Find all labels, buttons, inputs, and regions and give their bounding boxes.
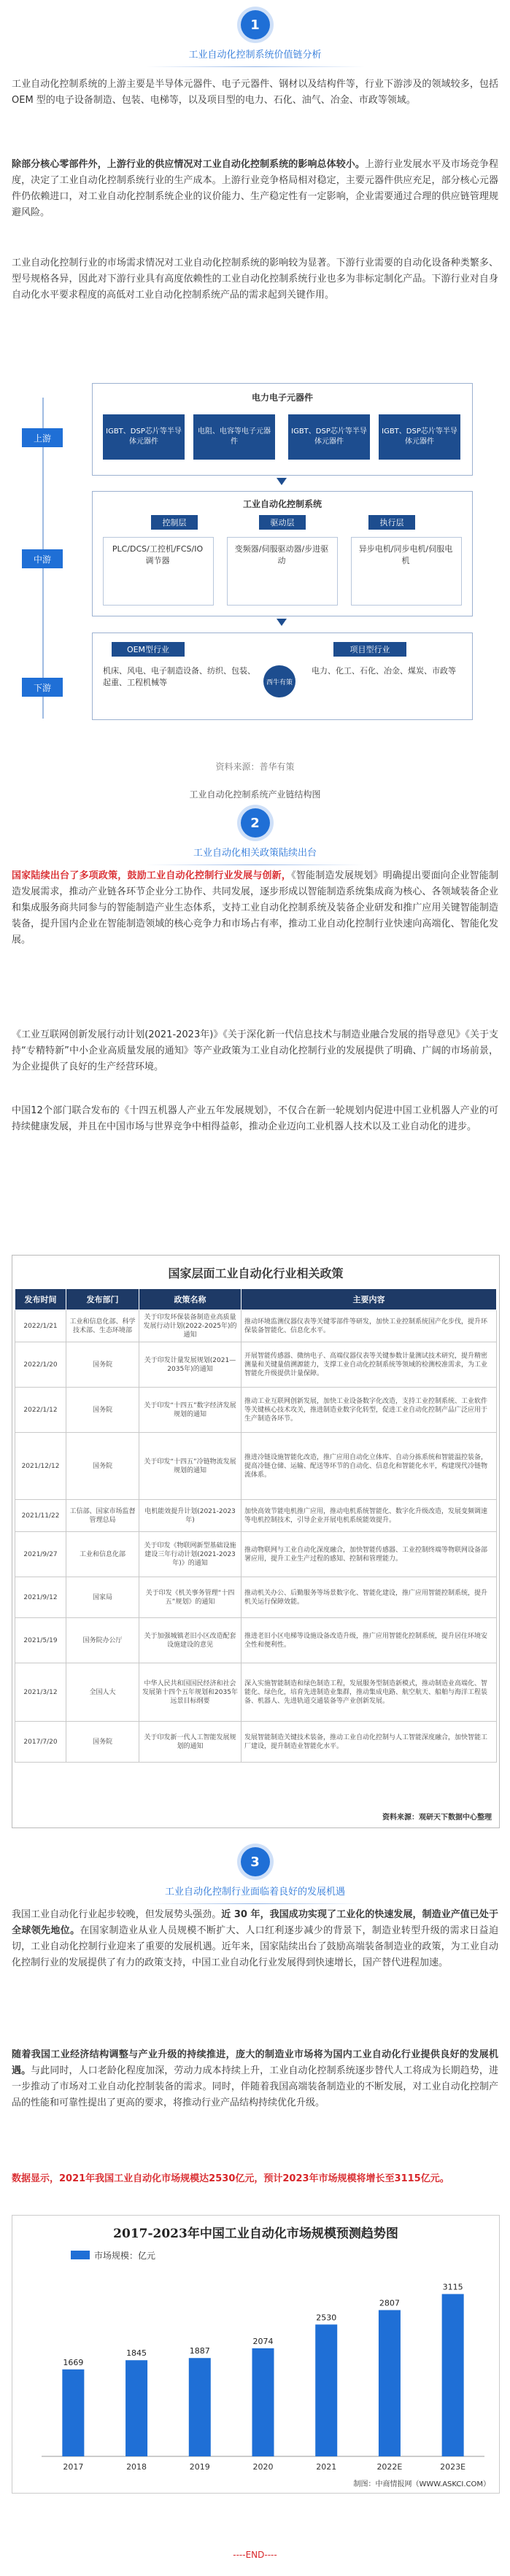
table-title: 国家层面工业自动化行业相关政策 (168, 1266, 344, 1280)
chart-source: 制图：中商情报网（WWW.ASKCI.COM） (353, 2480, 490, 2488)
project-industry-desc: 电力、化工、石化、冶金、煤炭、市政等 (312, 666, 456, 676)
layer-label-upstream: 上游 (22, 428, 63, 447)
x-tick-label: 2017 (63, 2462, 84, 2472)
policy-table-card (12, 1255, 500, 1828)
data-label: 1669 (63, 2357, 84, 2367)
legend-swatch (71, 2251, 90, 2259)
table-cell: 工业和信息化部 (66, 1532, 139, 1577)
section-number-badge: 1 (241, 10, 270, 39)
section-1-header (0, 10, 510, 67)
table-cell: 关于印发环保装备制造业高质量发展行动计划(2022-2025年)的通知 (139, 1310, 242, 1342)
control-group (103, 537, 214, 606)
table-cell: 推进老旧小区电梯等设施设备改造升级，推广应用智能化控制系统，提升居住环境安全性和便利性。 (242, 1618, 497, 1663)
paragraph (12, 1907, 498, 1971)
highlight-paragraph: 数据显示，2021年我国工业自动化市场规模达2530亿元，预计2023年市场规模将增长至3115亿元。 (12, 2173, 449, 2184)
table-cell: 中华人民共和国国民经济和社会发展第十四个五年规划和2035年远景目标纲要 (139, 1663, 242, 1722)
table-cell: 2022/1/20 (15, 1342, 66, 1388)
table-row (15, 1310, 497, 1342)
table-row (15, 1532, 497, 1577)
table-cell: 全国人大 (66, 1663, 139, 1722)
table-cell: 关于印发《机关事务管理“十四五”规划》的通知 (139, 1577, 242, 1618)
table-cell: 发展智能制造关键技术装备，推动工业自动化控制与人工智能深度融合，加快智能工厂建设，提升制造业智能化水平。 (242, 1722, 497, 1763)
x-tick-label: 2020 (252, 2462, 274, 2472)
industry-chain-diagram (12, 368, 498, 748)
table-cell: 国务院 (66, 1342, 139, 1388)
table-cell: 工信部、国家市场监督管理总局 (66, 1500, 139, 1532)
table-row (15, 1722, 497, 1763)
bold-text: 随着我国工业经济结构调整与产业升级的持续推进，庞大的制造业市场将为国内工业自动化行业提供良好的发展机遇。 (12, 2049, 498, 2076)
paragraph: 中国12个部门联合发布的《十四五机器人产业五年发展规划》，不仅合在新一轮规划内促进中国工业机器人产业的可持续健康发展，并且在中国市场与世界竞争中相得益彰，推动企业迈向工业机器人技术以及工业自动化的进步。 (12, 1105, 498, 1132)
table-row (15, 1663, 497, 1722)
box-title: 电力电子元器件 (251, 392, 313, 403)
x-tick-label: 2021 (316, 2462, 337, 2472)
title-underline (146, 1903, 365, 1904)
table-cell: 2022/1/12 (15, 1388, 66, 1433)
table-cell: 开展智能传感器、微纳电子、高端仪器仪表等关键参数计量测试技术研究，提升精密测量和关键量值溯源能力，支撑工业自动化控制系统等领域的检测校准需求，为工业智能化升级提供计量保障。 (242, 1342, 497, 1388)
bar (125, 2360, 147, 2456)
table-cell: 电机能效提升计划(2021-2023年) (139, 1500, 242, 1532)
downstream-box (92, 633, 473, 720)
group-desc: 变频器/伺服驱动器/步进驱动 (234, 544, 329, 565)
table-row (15, 1500, 497, 1532)
component-cell: IGBT、DSP芯片等半导体元器件 (288, 414, 370, 460)
control-layer-tag: 控制层 (151, 515, 198, 530)
control-system-box (92, 491, 473, 616)
image-source: 资料来源：普华有策 (215, 762, 295, 772)
component-cell: 电阻、电容等电子元器件 (193, 414, 275, 460)
bar (442, 2294, 464, 2457)
section-title: 工业自动化控制行业面临着良好的发展机遇 (164, 1887, 345, 1898)
drive-layer-tag: 驱动层 (259, 515, 306, 530)
bold-text: 除部分核心零部件外，上游行业的供应情况对工业自动化控制系统的影响总体较小。 (12, 159, 365, 170)
table-cell: 国务院办公厅 (66, 1618, 139, 1663)
section-title: 工业自动化相关政策陆续出台 (193, 848, 317, 859)
data-label: 1845 (126, 2348, 147, 2359)
table-cell: 国务院 (66, 1388, 139, 1433)
table-header-row (15, 1289, 497, 1310)
table-cell: 2021/9/12 (15, 1577, 66, 1618)
column-header: 发布部门 (66, 1289, 139, 1310)
diagram-caption: 工业自动化控制系统产业链结构图 (189, 789, 321, 800)
highlight-text: 国家陆续出台了多项政策，鼓励工业自动化控制行业发展与创新， (12, 870, 292, 881)
table-cell: 国家局 (66, 1577, 139, 1618)
power-components-box (92, 383, 473, 476)
title-underline (146, 66, 365, 67)
paragraph (12, 2047, 498, 2111)
down-arrow-icon (277, 619, 287, 626)
x-tick-label: 2023E (440, 2462, 466, 2472)
section-title: 工业自动化控制系统价值链分析 (188, 50, 322, 61)
bar (315, 2324, 337, 2456)
section-3-header (0, 1847, 510, 1904)
data-label: 2530 (316, 2313, 337, 2323)
group-desc: PLC/DCS/工控机/FCS/IO调节器 (112, 544, 204, 565)
table-cell: 工业和信息化部、科学技术部、生态环境部 (66, 1310, 139, 1342)
paragraph: 工业自动化控制行业的市场需求情况对工业自动化控制系统的影响较为显著。下游行业需要的自动化设备种类繁多、型号规格各异，因此对下游行业具有高度依赖性的工业自动化控制系统行业也多为非标定制化产品。下游行业对自身自动化水平要求程度的高低对工业自动化控制系统产品的需求起到关键作用。 (12, 258, 498, 301)
layer-label-midstream: 中游 (22, 549, 63, 568)
data-label: 3115 (442, 2282, 463, 2292)
column-header: 主要内容 (242, 1289, 497, 1310)
actuator-layer-tag: 执行层 (368, 515, 415, 530)
table-cell: 深入实施智能制造和绿色制造工程，发展服务型制造新模式，推动制造业高端化、智能化、绿色化，培育先进制造业集群，推动集成电路、航空航天、船舶与海洋工程装备、机器人、先进轨道交通装备等产业创新发展。 (242, 1663, 497, 1722)
component-cell: IGBT、DSP芯片等半导体元器件 (103, 414, 185, 460)
chart-svg (12, 2245, 499, 2486)
x-tick-label: 2022E (376, 2462, 403, 2472)
table-cell: 国务院 (66, 1722, 139, 1763)
text: 上游行业发展水平及市场竞争程度，决定了工业自动化控制系统行业的生产成本。上游行业竞争格局相对稳定，主要元器件供应充足，部分核心元器件仍依赖进口，对工业自动化控制系统企业的议价能力、生产稳定性有一定影响，企业需要通过合理的供应链管理规避风险。 (12, 159, 498, 218)
table-cell: 推动工业互联网创新发展，加快工业设备数字化改造，支持工业控制系统、工业软件等关键核心技术攻关，推进制造业数字化转型，促进工业自动化控制产品广泛应用于生产制造各环节。 (242, 1388, 497, 1433)
table-cell: 2021/3/12 (15, 1663, 66, 1722)
paragraph (12, 868, 498, 948)
table-row (15, 1618, 497, 1663)
market-size-chart (12, 2215, 500, 2494)
table-cell: 2022/1/21 (15, 1310, 66, 1342)
bar (379, 2310, 401, 2457)
text: 我国工业自动化行业起步较晚，但发展势头强劲。 (12, 1909, 222, 1920)
table-source: 资料来源：观研天下数据中心整理 (382, 1814, 492, 1822)
data-label: 2807 (379, 2298, 400, 2308)
table-cell: 2021/11/22 (15, 1500, 66, 1532)
table-cell: 2021/5/19 (15, 1618, 66, 1663)
table-cell: 关于印发《物联网新型基础设施建设三年行动计划(2021-2023年)》的通知 (139, 1532, 242, 1577)
table-cell: 推动环境监测仪器仪表等关键零部件等研发，加快工业控制系统国产化步伐，提升环保装备智能化、信息化水平。 (242, 1310, 497, 1342)
table-cell: 推动物联网与工业自动化深度融合，加快智能传感器、工业控制终端等物联网设备部署应用，提升工业生产过程的感知、控制和管理能力。 (242, 1532, 497, 1577)
legend-label: 市场规模：亿元 (94, 2251, 156, 2261)
down-arrow-icon (277, 478, 287, 485)
table-cell: 关于印发“十四五”数字经济发展规划的通知 (139, 1388, 242, 1433)
table-cell: 2017/7/20 (15, 1722, 66, 1763)
table-cell: 加快高效节能电机推广应用，推动电机系统智能化、数字化升级改造，发展变频调速等电机控制技术，引导企业开展电机系统能效提升。 (242, 1500, 497, 1532)
bar (189, 2358, 211, 2456)
text: 《智能制造发展规划》明确提出要面向企业智能制造发展需求，推动产业链各环节企业分工协作、共同发展，逐步形成以智能制造系统集成商为核心、各领域装备企业和集成服务商共同参与的智能制造产业生态体系，支持工业自动化控制系统及装备企业研发和推广应用关键智能制造装备，提升国内企业在智能制造领域的核心竞争力和市场占有率，推动工业自动化控制行业快速向高端化、智能化发展。 (12, 870, 498, 945)
layer-label-downstream: 下游 (22, 678, 63, 697)
section-number-badge: 3 (241, 1847, 270, 1876)
table-row (15, 1433, 497, 1500)
table-cell: 2021/12/12 (15, 1433, 66, 1500)
box-title: 工业自动化控制系统 (242, 499, 322, 509)
table-row (15, 1388, 497, 1433)
section-2-header (0, 808, 510, 865)
drive-group (227, 537, 338, 606)
x-tick-label: 2019 (189, 2462, 210, 2472)
data-label: 2074 (252, 2336, 274, 2346)
table-cell: 关于印发计量发展规划(2021—2035年)的通知 (139, 1342, 242, 1388)
table-cell: 2021/9/27 (15, 1532, 66, 1577)
chart-title: 2017-2023年中国工业自动化市场规模预测趋势图 (113, 2227, 398, 2241)
table-cell: 推动机关办公、后勤服务等场景数字化、智能化建设，推广应用智能控制系统，提升机关运行保障效能。 (242, 1577, 497, 1618)
table-cell: 关于印发新一代人工智能发展规划的通知 (139, 1722, 242, 1763)
column-header: 政策名称 (139, 1289, 242, 1310)
end-marker: ----END---- (233, 2550, 277, 2560)
bar (62, 2370, 84, 2456)
section-number-badge: 2 (241, 808, 270, 838)
policy-table (15, 1288, 497, 1763)
table-cell: 关于加强城镇老旧小区改造配套设施建设的意见 (139, 1618, 242, 1663)
data-label: 1887 (189, 2346, 210, 2356)
group-desc: 异步电机/同步电机/伺服电机 (358, 544, 453, 565)
bar (252, 2348, 274, 2456)
oem-industry-desc: 机床、风电、电子制造设备、纺织、包装、起重、工程机械等 (103, 666, 255, 687)
oem-industry-tag: OEM型行业 (112, 642, 185, 657)
column-header: 发布时间 (15, 1289, 66, 1310)
logo-text: 西牛有策 (266, 678, 293, 686)
x-tick-label: 2018 (126, 2462, 147, 2472)
table-cell: 关于印发“十四五”冷链物流发展规划的通知 (139, 1433, 242, 1500)
actuator-group (351, 537, 462, 606)
project-industry-tag: 项目型行业 (333, 642, 406, 657)
text: 在国家制造业从业人员规模不断扩大、人口红利逐步减少的背景下，制造业转型升级的需求日益迫切，工业自动化控制行业迎来了重要的发展机遇。近年来，国家陆续出台了鼓励高端装备制造业的政策，为工业自动化控制行业的发展提供了有力的政策支持，中国工业自动化行业发展得到快速增长，国产替代进程加速。 (12, 1925, 498, 1968)
paragraph: 工业自动化控制系统的上游主要是半导体元器件、电子元器件、钢材以及结构件等，行业下游涉及的领域较多，包括 OEM 型的电子设备制造、包装、电梯等，以及项目型的电力、石化、油气、冶金、市政等领域。 (12, 79, 498, 106)
text: 与此同时，人口老龄化程度加深，劳动力成本持续上升，工业自动化控制系统逐步替代人工将成为长期趋势，进一步推动了市场对工业自动化控制装备的需求。同时，伴随着我国高端装备制造业的不断发展，对工业自动化控制产品的性能和可靠性提出了更高的要求，将推动行业产品结构持续优化升级。 (12, 2065, 498, 2108)
table-row (15, 1577, 497, 1618)
paragraph: 《工业互联网创新发展行动计划(2021-2023年)》《关于深化新一代信息技术与制造业融合发展的指导意见》《关于支持“专精特新”中小企业高质量发展的通知》等产业政策为工业自动化控制行业的发展提供了明确、广阔的市场前景，为企业提供了良好的生产经营环境。 (12, 1029, 498, 1072)
paragraph (12, 157, 498, 221)
table-row (15, 1342, 497, 1388)
component-cell: IGBT、DSP芯片等半导体元器件 (379, 414, 460, 460)
table-cell: 国务院 (66, 1433, 139, 1500)
table-cell: 推进冷链设施智能化改造，推广应用自动化立体库、自动分拣系统和智能温控装备，提高冷链仓储、运输、配送等环节的自动化、信息化和智能化水平，构建现代冷链物流体系。 (242, 1433, 497, 1500)
company-logo-icon (263, 665, 295, 697)
bold-text: 近 30 年，我国成功实现了工业化的快速发展，制造业产值已处于全球领先地位。 (12, 1909, 498, 1936)
